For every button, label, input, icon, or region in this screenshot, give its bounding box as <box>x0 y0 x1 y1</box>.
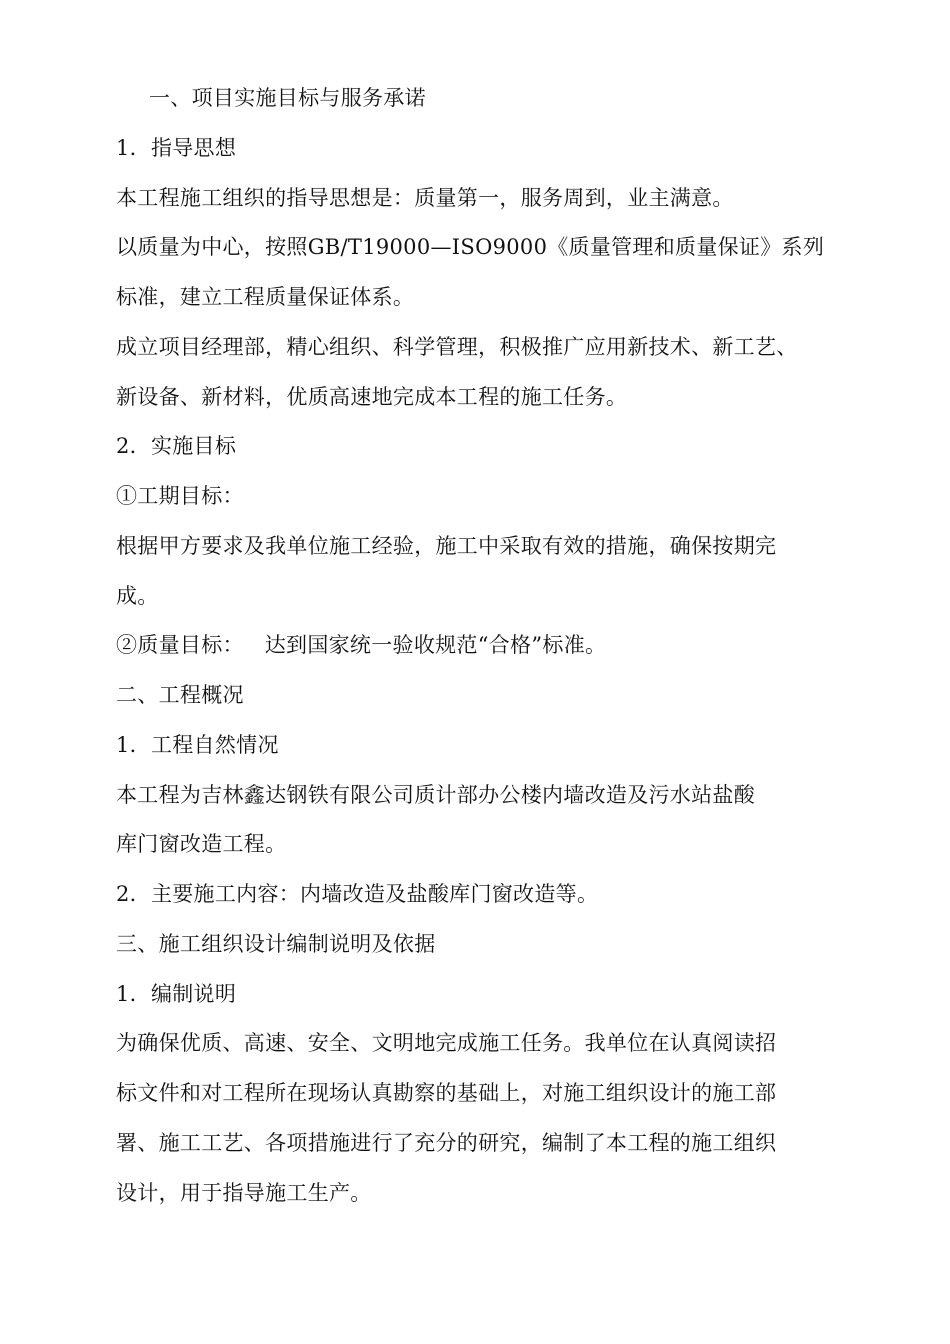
section-heading-2: 二、工程概况 <box>116 683 244 707</box>
paragraph-line: 成立项目经理部，精心组织、科学管理，积极推广应用新技术、新工艺、 <box>116 334 798 359</box>
paragraph-line: 以质量为中心，按照GB/T19000—ISO9000《质量管理和质量保证》系列 <box>116 235 825 260</box>
paragraph-line: 库门窗改造工程。 <box>116 832 287 857</box>
paragraph-line: 设计，用于指导施工生产。 <box>116 1180 372 1205</box>
list-item-quality-goal: ②质量目标： 达到国家统一验收规范“合格”标准。 <box>116 633 607 658</box>
paragraph-line: 标文件和对工程所在现场认真勘察的基础上，对施工组织设计的施工部 <box>116 1081 777 1105</box>
list-item-schedule-goal: ①工期目标： <box>116 484 244 508</box>
paragraph-line: 成。 <box>116 583 159 608</box>
document-body <box>116 74 825 1218</box>
subheading-natural-conditions: 1．工程自然情况 <box>116 732 279 757</box>
subheading-goals: 2．实施目标 <box>116 434 237 459</box>
paragraph-line: 新设备、新材料，优质高速地完成本工程的施工任务。 <box>116 384 628 409</box>
subheading-compilation-notes: 1．编制说明 <box>116 981 237 1006</box>
paragraph-line: 为确保优质、高速、安全、文明地完成施工任务。我单位在认真阅读招 <box>116 1031 777 1056</box>
section-heading-1: 一、项目实施目标与服务承诺 <box>149 86 426 110</box>
subheading-guiding-idea: 1．指导思想 <box>116 135 237 160</box>
section-heading-3: 三、施工组织设计编制说明及依据 <box>116 931 436 956</box>
paragraph-line: 根据甲方要求及我单位施工经验，施工中采取有效的措施，确保按期完 <box>116 533 777 558</box>
paragraph-line: 本工程施工组织的指导思想是：质量第一，服务周到，业主满意。 <box>116 185 734 210</box>
paragraph-line: 署、施工工艺、各项措施进行了充分的研究，编制了本工程的施工组织 <box>116 1130 777 1155</box>
paragraph-line: 标准，建立工程质量保证体系。 <box>116 285 415 309</box>
paragraph-line: 本工程为吉林鑫达钢铁有限公司质计部办公楼内墙改造及污水站盐酸 <box>116 782 755 807</box>
subheading-main-content: 2．主要施工内容：内墙改造及盐酸库门窗改造等。 <box>116 882 599 906</box>
